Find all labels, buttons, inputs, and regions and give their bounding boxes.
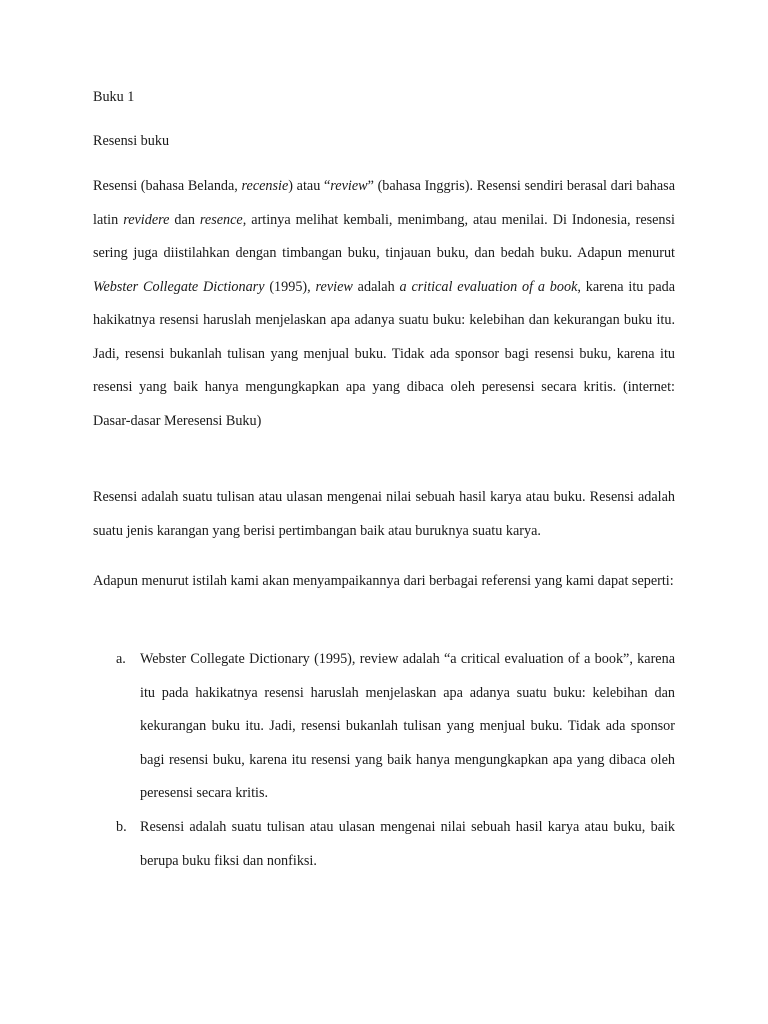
p1-text-7: adalah <box>352 278 400 295</box>
list-item-a <box>116 643 675 811</box>
p1-italic-review-2: review <box>315 278 353 295</box>
p1-italic-resence: resence <box>199 211 243 228</box>
list-item-b <box>116 811 675 878</box>
subheading-resensi-buku: Resensi buku <box>93 133 170 149</box>
p1-text-4: dan <box>169 211 200 228</box>
section-heading-buku: Buku 1 <box>93 89 135 105</box>
p1-italic-webster: Webster Collegate Dictionary <box>93 278 265 295</box>
p1-italic-review: review <box>330 178 368 194</box>
p1-text-8: , karena itu pada hakikatnya resensi haruslah menjelaskan apa adanya suatu buku: kelebihan dan kekurangan buku itu. Jadi, resensi bukanlah tulisan yang menjual buku. Tidak ada sponsor bagi resensi buku, karena itu resensi yang baik hanya mengungkapkan apa yang dibaca oleh peresensi secara kritis. (internet: Dasar-dasar Meresensi Buku) <box>93 278 676 429</box>
list-marker-b: b. <box>116 819 127 835</box>
paragraph-resensi-adalah: Resensi adalah suatu tulisan atau ulasan mengenai nilai sebuah hasil karya atau buku. Resensi adalah suatu jenis karangan yang berisi pertimbangan baik atau buruknya suatu karya. <box>93 489 675 539</box>
p1-italic-recensie: recensie <box>241 178 289 194</box>
list-item-a-text: Webster Collegate Dictionary (1995), review adalah “a critical evaluation of a book”, karena itu pada hakikatnya resensi haruslah menjelaskan apa adanya suatu buku: kelebihan dan kekurangan buku itu. Jadi, resensi bukanlah tulisan yang menjual buku. Tidak ada sponsor bagi resensi buku, karena itu resensi yang baik hanya mengungkapkan apa yang dibaca oleh peresensi secara kritis. <box>140 651 675 801</box>
paragraph-definition <box>93 170 675 438</box>
p1-text-2: ) atau “ <box>288 178 331 194</box>
p1-text-6: (1995), <box>264 278 316 295</box>
paragraph-adapun-menurut: Adapun menurut istilah kami akan menyampaikannya dari berbagai referensi yang kami dapat seperti: <box>93 573 674 589</box>
p1-italic-critical-evaluation: a critical evaluation of a book <box>399 278 578 295</box>
p1-text-5: , artinya melihat kembali, menimbang, atau menilai. Di Indonesia, resensi sering juga diistilahkan dengan timbangan buku, tinjauan buku, dan bedah buku. Adapun menurut <box>93 211 675 261</box>
list-item-b-text: Resensi adalah suatu tulisan atau ulasan mengenai nilai sebuah hasil karya atau buku, baik berupa buku fiksi dan nonfiksi. <box>140 819 675 869</box>
p1-text-1: Resensi (bahasa Belanda, <box>93 178 242 194</box>
list-marker-a: a. <box>116 651 126 667</box>
p1-italic-revidere: revidere <box>123 211 170 228</box>
p1-text-3: ” (bahasa Inggris). Resensi sendiri berasal dari bahasa latin <box>93 178 675 228</box>
